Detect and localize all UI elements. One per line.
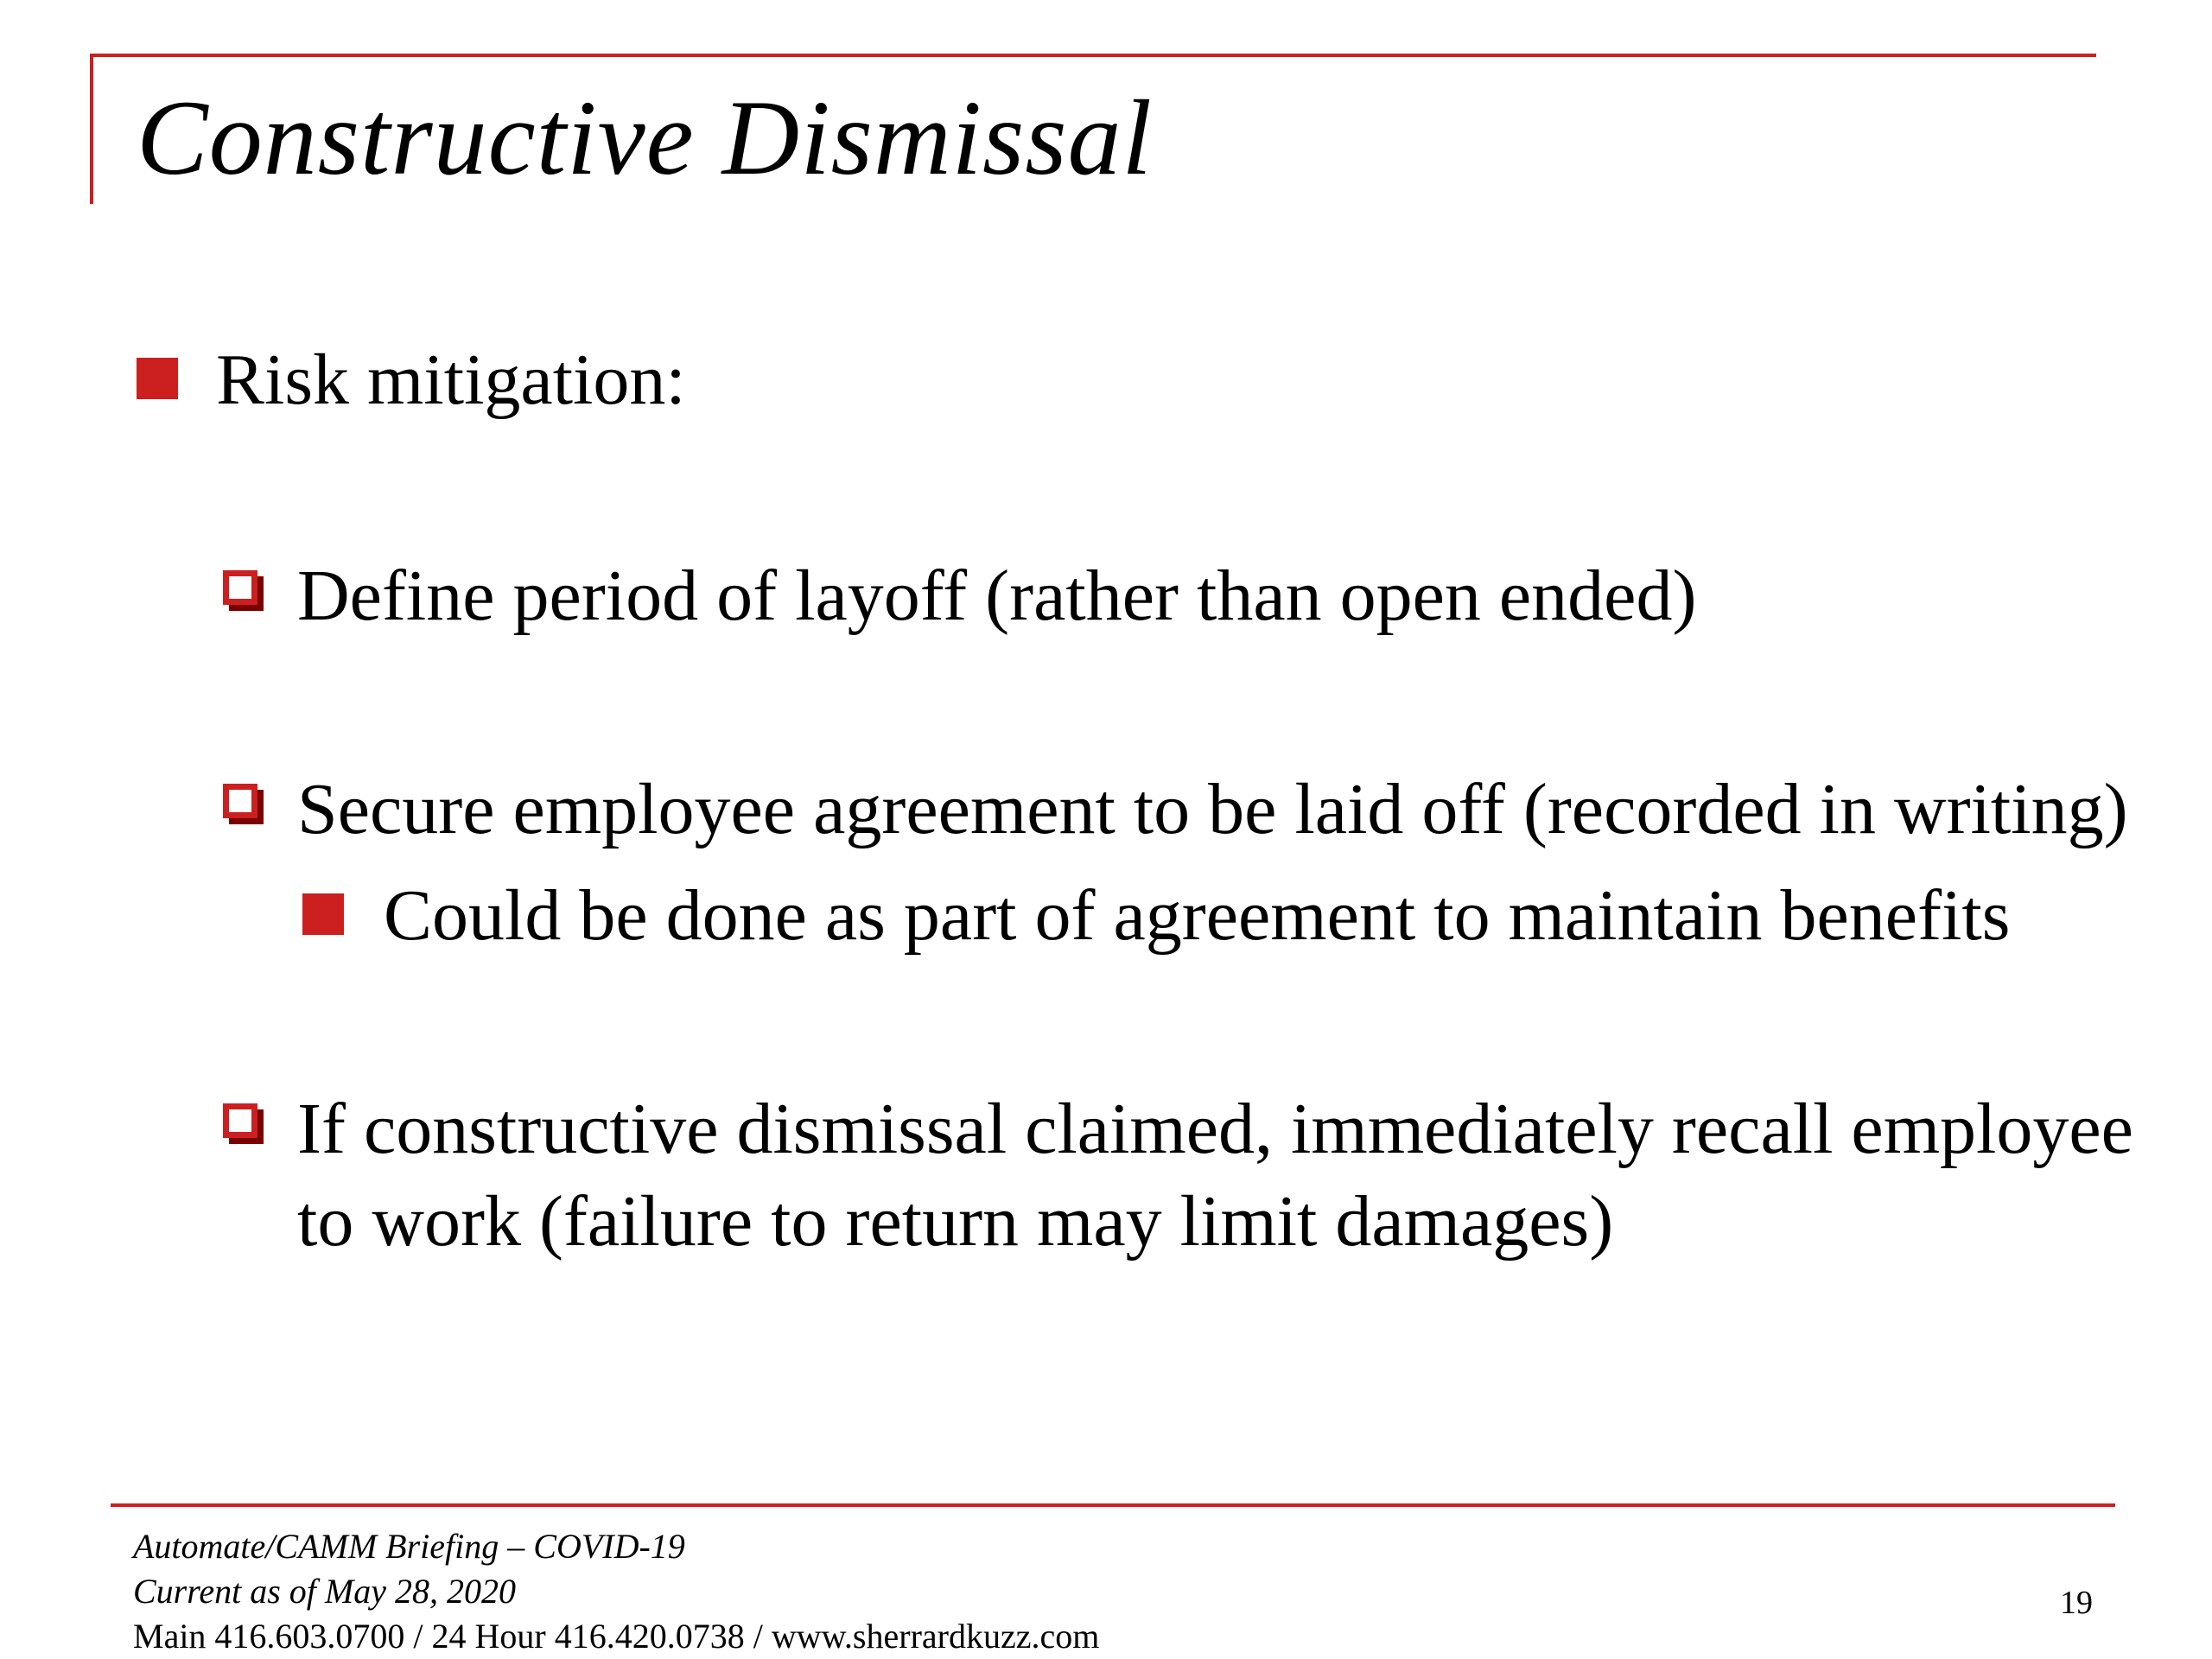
checkbox-bullet-icon xyxy=(223,570,257,605)
sub-sub-bullet-text: Could be done as part of agreement to maintain benefits xyxy=(384,875,2011,956)
footer-rule xyxy=(111,1503,2115,1507)
slide-title: Constructive Dismissal xyxy=(137,79,1153,197)
sub-bullet-continuation: to work (failure to return may limit damages) xyxy=(297,1181,1614,1262)
sub-bullet-text: If constructive dismissal claimed, immediately recall employee xyxy=(297,1089,2133,1169)
footer-briefing-title: Automate/CAMM Briefing – COVID-19 xyxy=(133,1527,685,1566)
checkbox-bullet-icon xyxy=(223,1103,257,1138)
checkbox-bullet-icon xyxy=(223,784,257,818)
square-bullet-icon xyxy=(137,358,178,399)
sub-bullet-text: Secure employee agreement to be laid off (recorded in writing) xyxy=(297,769,2128,849)
header-rule-left xyxy=(90,54,93,204)
footer-contact: Main 416.603.0700 / 24 Hour 416.420.0738 / www.sherrardkuzz.com xyxy=(133,1617,1100,1656)
footer-date: Current as of May 28, 2020 xyxy=(133,1572,516,1611)
square-bullet-icon xyxy=(302,893,344,935)
page-number: 19 xyxy=(2060,1585,2093,1621)
bullet-text: Risk mitigation: xyxy=(216,340,686,420)
header-rule-top xyxy=(90,54,2096,57)
sub-bullet-text: Define period of layoff (rather than open ended) xyxy=(297,556,1697,636)
